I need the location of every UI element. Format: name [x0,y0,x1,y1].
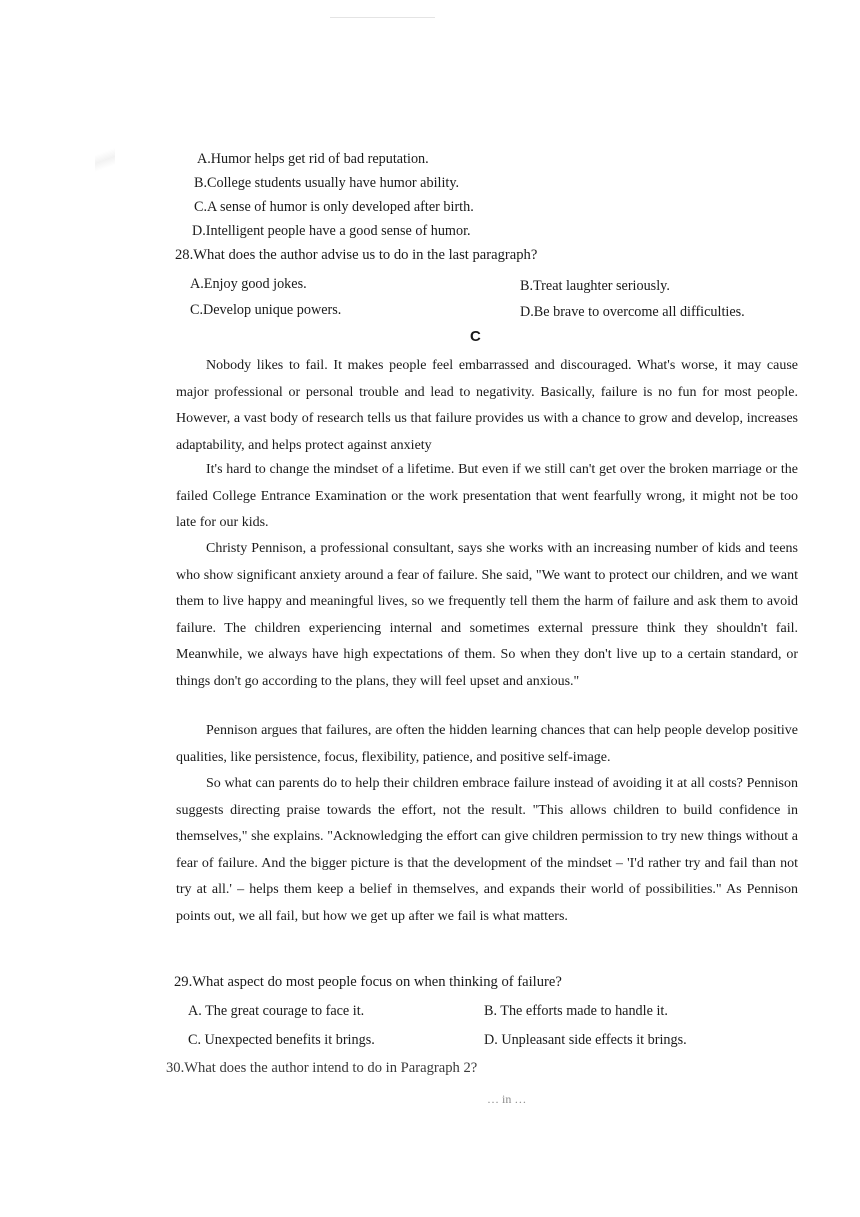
q28-option-b[interactable]: B.Treat laughter seriously. [520,278,670,294]
scan-mark [330,17,435,18]
scan-shadow [95,120,115,200]
passage-paragraph-3 [176,536,798,696]
q29-option-c[interactable]: C. Unexpected benefits it brings. [188,1032,375,1048]
page-footer-fragment: … in … [487,1092,527,1106]
passage-paragraph-3-text: Christy Pennison, a professional consultant, says she works with an increasing number of kids and teens who show significant anxiety around a fear of failure. She said, "We want to protect our children, and we want them to live happy and meaningful lives, so we frequently tell them the harm of failure and ask them to avoid failure. The children experiencing internal and sometimes external pressure think they shouldn't fail. Meanwhile, we always have high expectations of them. So when they don't live up to a certain standard, or things don't go according to the plans, they will feel upset and anxious." [176,541,798,689]
q28-stem: 28.What does the author advise us to do in the last paragraph? [175,247,538,263]
q27-option-b[interactable]: B.College students usually have humor ability. [194,175,460,191]
q30-stem: 30.What does the author intend to do in Paragraph 2? [166,1060,478,1076]
q29-option-d[interactable]: D. Unpleasant side effects it brings. [484,1032,687,1048]
q27-option-a[interactable]: A.Humor helps get rid of bad reputation. [197,151,429,167]
q28-option-c[interactable]: C.Develop unique powers. [190,302,342,318]
passage-paragraph-1-text: Nobody likes to fail. It makes people feel embarrassed and discouraged. What's worse, it may cause major professional or personal trouble and lead to negativity. Basically, failure is no fun for most people. However, a vast body of research tells us that failure provides us with a chance to grow and develop, increases adaptability, and helps protect against anxiety [176,358,798,453]
passage-paragraph-4-text: Pennison argues that failures, are often the hidden learning chances that can help people develop positive qualities, like persistence, focus, flexibility, patience, and positive self-image. [176,723,798,765]
passage-paragraph-4 [176,718,798,771]
passage-paragraph-5 [176,771,798,931]
section-heading: C [470,328,481,345]
passage-paragraph-2-text: It's hard to change the mindset of a lifetime. But even if we still can't get over the broken marriage or the failed College Entrance Examination or the work presentation that went fearfully wrong, it might not be too late for our kids. [176,462,798,531]
q28-option-a[interactable]: A.Enjoy good jokes. [190,276,307,292]
passage-paragraph-5-text: So what can parents do to help their children embrace failure instead of avoiding it at all costs? Pennison suggests directing praise towards the effort, not the result. "This allows children to build confidence in themselves," she explains. "Acknowledging the effort can give children permission to try new things without a fear of failure. And the bigger picture is that the development of the mindset – 'I'd rather try and fail than not try at all.' – helps them keep a belief in themselves, and expands their world of possibilities." As Pennison points out, we all fail, but how we get up after we fail is what matters. [176,776,798,924]
q28-option-d[interactable]: D.Be brave to overcome all difficulties. [520,304,745,320]
q29-option-a[interactable]: A. The great courage to face it. [188,1003,365,1019]
q27-option-d[interactable]: D.Intelligent people have a good sense of humor. [192,223,471,239]
passage-paragraph-1 [176,353,798,459]
passage-paragraph-2 [176,457,798,537]
q29-stem: 29.What aspect do most people focus on when thinking of failure? [174,974,562,990]
q29-option-b[interactable]: B. The efforts made to handle it. [484,1003,668,1019]
q27-option-c[interactable]: C.A sense of humor is only developed after birth. [194,199,474,215]
